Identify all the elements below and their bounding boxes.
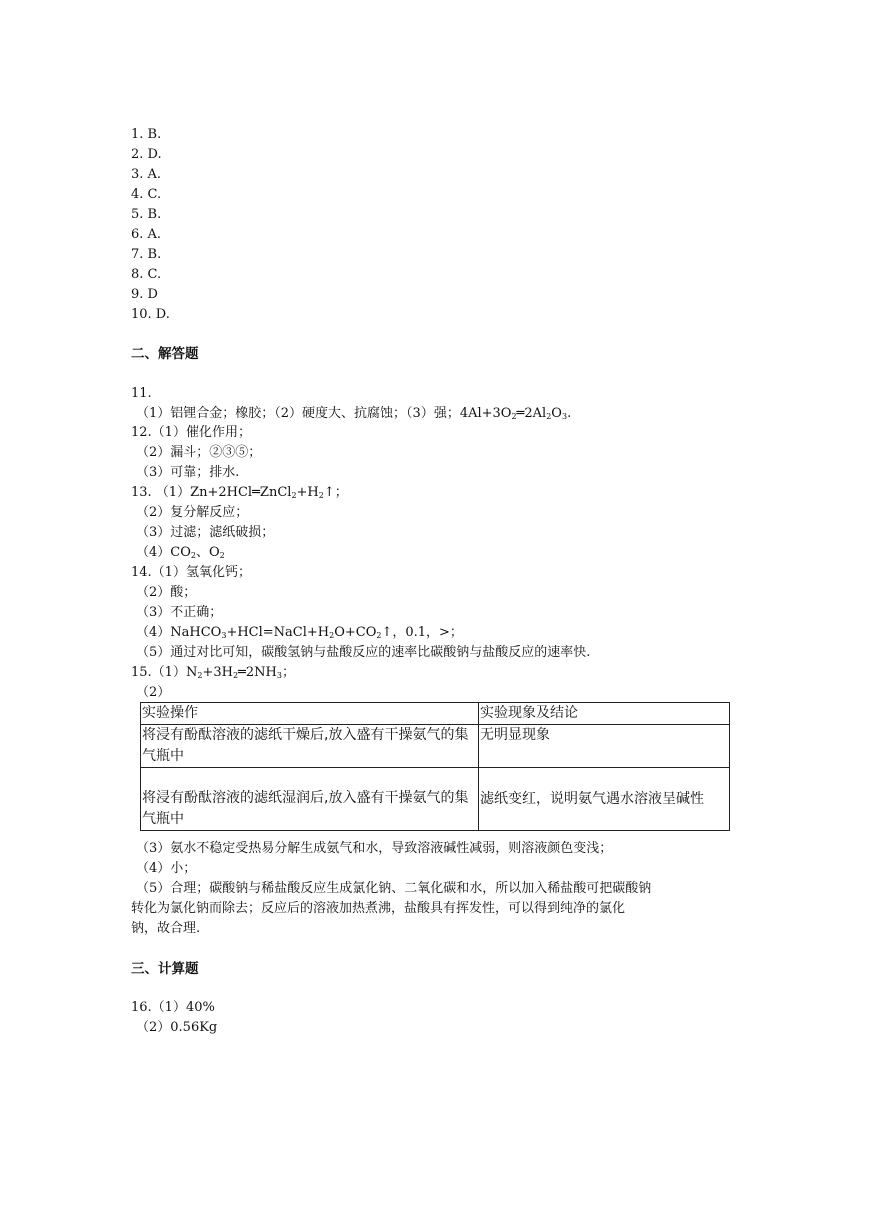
q14-line-4: $(4)NaHCO_3+HCl=NaCl+H_2O+CO_2↑$，0.1，>； bbox=[136, 625, 463, 640]
answer-8: 8. C. bbox=[131, 267, 162, 282]
q15-line-5a: （5）合理；碳酸钠与稀盐酸反应生成氯化钠、二氧化碳和水，所以加入稀盐酸可把碳酸钠 bbox=[136, 881, 652, 896]
table-cell-result: 无明显现象 bbox=[479, 725, 730, 768]
q15-line-5b: 转化为氯化钠而除去；反应后的溶液加热煮沸，盐酸具有挥发性，可以得到纯净的氯化 bbox=[131, 901, 626, 916]
section-heading-3: 三、计算题 bbox=[131, 961, 199, 977]
table-cell-result: 滤纸变红，说明氨气遇水溶液呈碱性 bbox=[479, 768, 730, 831]
table-row bbox=[141, 725, 730, 768]
q16-line-2: （2）0.56Kg bbox=[136, 1020, 218, 1035]
q13-line-1: 13. $(1)Zn+2HCl═ZnCl_2+H_2↑$； bbox=[131, 485, 348, 500]
answer-5: 5. B. bbox=[131, 207, 162, 222]
q13-line-2: （2）复分解反应； bbox=[136, 505, 249, 520]
table-row bbox=[141, 768, 730, 831]
table-header-operation: 实验操作 bbox=[141, 703, 479, 725]
q12-line-3: （3）可靠；排水. bbox=[136, 465, 240, 480]
q16-line-1: 16.（1）40% bbox=[131, 1000, 215, 1015]
answer-9: 9. D bbox=[131, 287, 158, 302]
answer-6: 6. A. bbox=[131, 227, 162, 242]
q15-line-5c: 钠，故合理. bbox=[131, 921, 201, 936]
q14-line-3: （3）不正确； bbox=[136, 605, 223, 620]
q13-line-4: $(4)CO_2$、$O_2$ bbox=[136, 545, 225, 560]
q15-line-2: （2） bbox=[136, 685, 171, 700]
q15-line-1: $15.(1)N_2+3H_2═2NH_3$； bbox=[131, 665, 295, 680]
table-header-result: 实验现象及结论 bbox=[479, 703, 730, 725]
section-heading-2: 二、解答题 bbox=[131, 346, 199, 362]
experiment-table bbox=[140, 702, 730, 831]
q14-line-5: （5）通过对比可知，碳酸氢钠与盐酸反应的速率比碳酸钠与盐酸反应的速率快. bbox=[136, 645, 591, 660]
table-cell-operation: 将浸有酚酞溶液的滤纸干燥后,放入盛有干操氨气的集气瓶中 bbox=[141, 725, 479, 768]
q15-line-3: （3）氨水不稳定受热易分解生成氨气和水，导致溶液碱性减弱，则溶液颜色变浅； bbox=[136, 841, 613, 856]
answer-7: 7. B. bbox=[131, 247, 162, 262]
answer-3: 3. A. bbox=[131, 167, 162, 182]
q14-line-1: 14.（1）氢氧化钙； bbox=[131, 565, 251, 580]
answer-10: 10. D. bbox=[131, 307, 170, 322]
q11-number: 11. bbox=[131, 386, 152, 401]
q14-line-2: （2）酸； bbox=[136, 585, 197, 600]
q11-answer: （1）铝锂合金；橡胶；（2）硬度大、抗腐蚀；（3）强；$4Al+3O_2═2Al_2O_3$. bbox=[136, 406, 572, 421]
table-cell-operation: 将浸有酚酞溶液的滤纸湿润后,放入盛有干操氨气的集气瓶中 bbox=[141, 768, 479, 831]
q12-line-2: （2）漏斗；②③⑤； bbox=[136, 445, 262, 460]
q13-line-3: （3）过滤；滤纸破损； bbox=[136, 525, 275, 540]
q12-line-1: 12.（1）催化作用； bbox=[131, 425, 251, 440]
answer-2: 2. D. bbox=[131, 147, 162, 162]
q15-line-4: （4）小； bbox=[136, 861, 197, 876]
answer-1: 1. B. bbox=[131, 127, 162, 142]
answer-4: 4. C. bbox=[131, 187, 162, 202]
table-header-row bbox=[141, 703, 730, 725]
